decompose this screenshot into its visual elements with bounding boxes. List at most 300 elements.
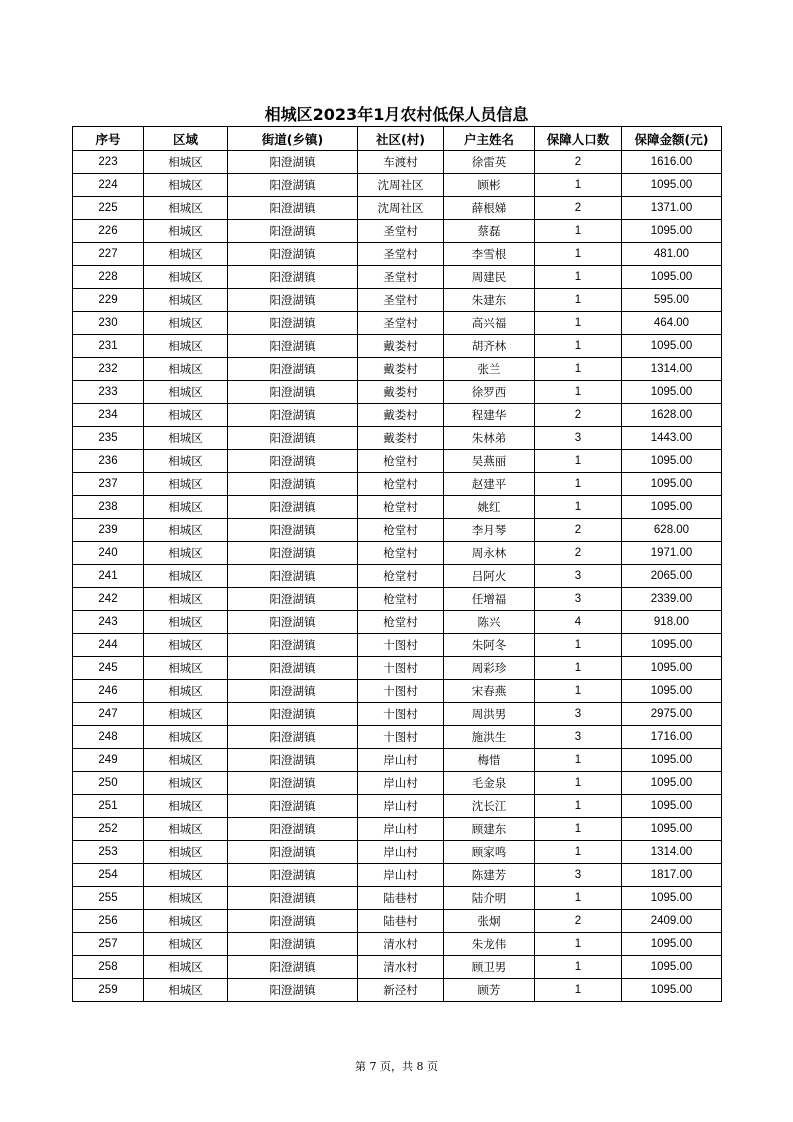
amount-cell: 1443.00 (622, 427, 722, 450)
district-cell: 相城区 (144, 795, 228, 818)
householder-cell: 周永林 (444, 542, 535, 565)
seq-cell: 228 (73, 266, 144, 289)
seq-cell: 245 (73, 657, 144, 680)
householder-cell: 高兴福 (444, 312, 535, 335)
district-cell: 相城区 (144, 450, 228, 473)
street-cell: 阳澄湖镇 (228, 335, 358, 358)
district-cell: 相城区 (144, 289, 228, 312)
seq-cell: 229 (73, 289, 144, 312)
people-count-cell: 1 (535, 887, 622, 910)
header-district: 区域 (144, 127, 228, 151)
amount-cell: 1095.00 (622, 749, 722, 772)
householder-cell: 徐雷英 (444, 151, 535, 174)
table-row (73, 358, 722, 381)
people-count-cell: 4 (535, 611, 622, 634)
householder-cell: 毛金泉 (444, 772, 535, 795)
street-cell: 阳澄湖镇 (228, 243, 358, 266)
street-cell: 阳澄湖镇 (228, 542, 358, 565)
householder-cell: 周彩珍 (444, 657, 535, 680)
people-count-cell: 1 (535, 657, 622, 680)
community-cell: 岸山村 (358, 841, 444, 864)
community-cell: 岸山村 (358, 749, 444, 772)
amount-cell: 2409.00 (622, 910, 722, 933)
householder-cell: 顾建东 (444, 818, 535, 841)
people-count-cell: 1 (535, 795, 622, 818)
table-row (73, 151, 722, 174)
householder-cell: 周建民 (444, 266, 535, 289)
street-cell: 阳澄湖镇 (228, 841, 358, 864)
amount-cell: 1095.00 (622, 174, 722, 197)
people-count-cell: 3 (535, 703, 622, 726)
district-cell: 相城区 (144, 266, 228, 289)
table-row (73, 312, 722, 335)
street-cell: 阳澄湖镇 (228, 887, 358, 910)
people-count-cell: 1 (535, 243, 622, 266)
amount-cell: 1095.00 (622, 220, 722, 243)
community-cell: 枪堂村 (358, 565, 444, 588)
community-cell: 戴娄村 (358, 427, 444, 450)
street-cell: 阳澄湖镇 (228, 151, 358, 174)
district-cell: 相城区 (144, 657, 228, 680)
page-footer: 第 7 页，共 8 页 (355, 1060, 438, 1073)
table-row (73, 818, 722, 841)
amount-cell: 628.00 (622, 519, 722, 542)
table-row (73, 496, 722, 519)
community-cell: 圣堂村 (358, 220, 444, 243)
seq-cell: 233 (73, 381, 144, 404)
community-cell: 圣堂村 (358, 312, 444, 335)
street-cell: 阳澄湖镇 (228, 174, 358, 197)
seq-cell: 251 (73, 795, 144, 818)
header-row (73, 127, 722, 151)
seq-cell: 253 (73, 841, 144, 864)
people-count-cell: 1 (535, 358, 622, 381)
householder-cell: 顾芳 (444, 979, 535, 1002)
street-cell: 阳澄湖镇 (228, 450, 358, 473)
people-count-cell: 1 (535, 841, 622, 864)
householder-cell: 顾家鸣 (444, 841, 535, 864)
householder-cell: 朱建东 (444, 289, 535, 312)
community-cell: 十图村 (358, 657, 444, 680)
district-cell: 相城区 (144, 841, 228, 864)
district-cell: 相城区 (144, 358, 228, 381)
people-count-cell: 3 (535, 864, 622, 887)
householder-cell: 陈建芳 (444, 864, 535, 887)
table-row (73, 519, 722, 542)
community-cell: 十图村 (358, 726, 444, 749)
street-cell: 阳澄湖镇 (228, 818, 358, 841)
seq-cell: 246 (73, 680, 144, 703)
people-count-cell: 3 (535, 726, 622, 749)
district-cell: 相城区 (144, 634, 228, 657)
street-cell: 阳澄湖镇 (228, 726, 358, 749)
seq-cell: 237 (73, 473, 144, 496)
district-cell: 相城区 (144, 404, 228, 427)
people-count-cell: 1 (535, 312, 622, 335)
table-row (73, 887, 722, 910)
community-cell: 岸山村 (358, 818, 444, 841)
district-cell: 相城区 (144, 542, 228, 565)
seq-cell: 224 (73, 174, 144, 197)
people-count-cell: 2 (535, 542, 622, 565)
people-count-cell: 2 (535, 910, 622, 933)
community-cell: 枪堂村 (358, 519, 444, 542)
street-cell: 阳澄湖镇 (228, 795, 358, 818)
street-cell: 阳澄湖镇 (228, 519, 358, 542)
street-cell: 阳澄湖镇 (228, 910, 358, 933)
community-cell: 枪堂村 (358, 611, 444, 634)
seq-cell: 239 (73, 519, 144, 542)
community-cell: 十图村 (358, 680, 444, 703)
people-count-cell: 2 (535, 151, 622, 174)
people-count-cell: 1 (535, 818, 622, 841)
amount-cell: 1095.00 (622, 772, 722, 795)
householder-cell: 朱林弟 (444, 427, 535, 450)
street-cell: 阳澄湖镇 (228, 749, 358, 772)
district-cell: 相城区 (144, 381, 228, 404)
district-cell: 相城区 (144, 588, 228, 611)
people-count-cell: 3 (535, 427, 622, 450)
amount-cell: 1095.00 (622, 496, 722, 519)
district-cell: 相城区 (144, 496, 228, 519)
header-householder: 户主姓名 (444, 127, 535, 151)
householder-cell: 李月琴 (444, 519, 535, 542)
street-cell: 阳澄湖镇 (228, 772, 358, 795)
district-cell: 相城区 (144, 864, 228, 887)
householder-cell: 宋春燕 (444, 680, 535, 703)
seq-cell: 231 (73, 335, 144, 358)
people-count-cell: 1 (535, 634, 622, 657)
street-cell: 阳澄湖镇 (228, 358, 358, 381)
seq-cell: 240 (73, 542, 144, 565)
table-row (73, 680, 722, 703)
seq-cell: 248 (73, 726, 144, 749)
people-count-cell: 1 (535, 266, 622, 289)
seq-cell: 249 (73, 749, 144, 772)
amount-cell: 1095.00 (622, 335, 722, 358)
seq-cell: 252 (73, 818, 144, 841)
community-cell: 圣堂村 (358, 266, 444, 289)
householder-cell: 顾彬 (444, 174, 535, 197)
community-cell: 十图村 (358, 634, 444, 657)
seq-cell: 232 (73, 358, 144, 381)
people-count-cell: 1 (535, 772, 622, 795)
street-cell: 阳澄湖镇 (228, 220, 358, 243)
householder-cell: 朱阿冬 (444, 634, 535, 657)
seq-cell: 247 (73, 703, 144, 726)
district-cell: 相城区 (144, 680, 228, 703)
district-cell: 相城区 (144, 519, 228, 542)
district-cell: 相城区 (144, 174, 228, 197)
street-cell: 阳澄湖镇 (228, 634, 358, 657)
district-cell: 相城区 (144, 473, 228, 496)
seq-cell: 259 (73, 979, 144, 1002)
people-count-cell: 1 (535, 496, 622, 519)
seq-cell: 238 (73, 496, 144, 519)
street-cell: 阳澄湖镇 (228, 496, 358, 519)
people-count-cell: 1 (535, 979, 622, 1002)
district-cell: 相城区 (144, 772, 228, 795)
amount-cell: 1971.00 (622, 542, 722, 565)
people-count-cell: 1 (535, 450, 622, 473)
amount-cell: 1095.00 (622, 381, 722, 404)
table-row (73, 588, 722, 611)
community-cell: 沈周社区 (358, 197, 444, 220)
street-cell: 阳澄湖镇 (228, 956, 358, 979)
householder-cell: 顾卫男 (444, 956, 535, 979)
table-row (73, 266, 722, 289)
table-row (73, 381, 722, 404)
seq-cell: 243 (73, 611, 144, 634)
seq-cell: 250 (73, 772, 144, 795)
street-cell: 阳澄湖镇 (228, 427, 358, 450)
householder-cell: 周洪男 (444, 703, 535, 726)
street-cell: 阳澄湖镇 (228, 933, 358, 956)
table-row (73, 841, 722, 864)
table-row (73, 864, 722, 887)
street-cell: 阳澄湖镇 (228, 680, 358, 703)
community-cell: 枪堂村 (358, 588, 444, 611)
table-row (73, 243, 722, 266)
district-cell: 相城区 (144, 818, 228, 841)
amount-cell: 1095.00 (622, 266, 722, 289)
people-count-cell: 1 (535, 174, 622, 197)
street-cell: 阳澄湖镇 (228, 703, 358, 726)
street-cell: 阳澄湖镇 (228, 381, 358, 404)
amount-cell: 1371.00 (622, 197, 722, 220)
amount-cell: 1817.00 (622, 864, 722, 887)
table-row (73, 933, 722, 956)
table-row (73, 289, 722, 312)
seq-cell: 242 (73, 588, 144, 611)
community-cell: 陆巷村 (358, 910, 444, 933)
seq-cell: 230 (73, 312, 144, 335)
district-cell: 相城区 (144, 887, 228, 910)
people-count-cell: 1 (535, 473, 622, 496)
recipients-table (72, 126, 722, 1002)
community-cell: 车渡村 (358, 151, 444, 174)
district-cell: 相城区 (144, 335, 228, 358)
amount-cell: 918.00 (622, 611, 722, 634)
community-cell: 戴娄村 (358, 404, 444, 427)
amount-cell: 1095.00 (622, 956, 722, 979)
district-cell: 相城区 (144, 565, 228, 588)
people-count-cell: 1 (535, 749, 622, 772)
table-row (73, 979, 722, 1002)
amount-cell: 1095.00 (622, 473, 722, 496)
householder-cell: 梅惜 (444, 749, 535, 772)
seq-cell: 234 (73, 404, 144, 427)
seq-cell: 235 (73, 427, 144, 450)
householder-cell: 沈长江 (444, 795, 535, 818)
amount-cell: 2339.00 (622, 588, 722, 611)
district-cell: 相城区 (144, 197, 228, 220)
street-cell: 阳澄湖镇 (228, 979, 358, 1002)
community-cell: 岸山村 (358, 795, 444, 818)
people-count-cell: 1 (535, 680, 622, 703)
header-amount: 保障金额(元) (622, 127, 722, 151)
seq-cell: 226 (73, 220, 144, 243)
community-cell: 陆巷村 (358, 887, 444, 910)
householder-cell: 徐罗西 (444, 381, 535, 404)
page-title: 相城区2023年1月农村低保人员信息 (264, 105, 529, 124)
amount-cell: 481.00 (622, 243, 722, 266)
amount-cell: 1716.00 (622, 726, 722, 749)
table-row (73, 910, 722, 933)
amount-cell: 464.00 (622, 312, 722, 335)
amount-cell: 1095.00 (622, 634, 722, 657)
district-cell: 相城区 (144, 933, 228, 956)
seq-cell: 241 (73, 565, 144, 588)
street-cell: 阳澄湖镇 (228, 312, 358, 335)
district-cell: 相城区 (144, 312, 228, 335)
district-cell: 相城区 (144, 910, 228, 933)
amount-cell: 1095.00 (622, 657, 722, 680)
header-community: 社区(村) (358, 127, 444, 151)
householder-cell: 张炯 (444, 910, 535, 933)
people-count-cell: 2 (535, 197, 622, 220)
district-cell: 相城区 (144, 427, 228, 450)
header-street: 街道(乡镇) (228, 127, 358, 151)
seq-cell: 244 (73, 634, 144, 657)
householder-cell: 吕阿火 (444, 565, 535, 588)
community-cell: 岸山村 (358, 864, 444, 887)
people-count-cell: 1 (535, 381, 622, 404)
community-cell: 枪堂村 (358, 496, 444, 519)
amount-cell: 2065.00 (622, 565, 722, 588)
amount-cell: 1095.00 (622, 933, 722, 956)
householder-cell: 蔡磊 (444, 220, 535, 243)
community-cell: 圣堂村 (358, 243, 444, 266)
seq-cell: 225 (73, 197, 144, 220)
community-cell: 岸山村 (358, 772, 444, 795)
seq-cell: 256 (73, 910, 144, 933)
street-cell: 阳澄湖镇 (228, 611, 358, 634)
table-row (73, 473, 722, 496)
table-row (73, 749, 722, 772)
householder-cell: 任增福 (444, 588, 535, 611)
householder-cell: 陈兴 (444, 611, 535, 634)
amount-cell: 1095.00 (622, 818, 722, 841)
street-cell: 阳澄湖镇 (228, 657, 358, 680)
householder-cell: 施洪生 (444, 726, 535, 749)
district-cell: 相城区 (144, 611, 228, 634)
community-cell: 清水村 (358, 933, 444, 956)
table-row (73, 542, 722, 565)
table-row (73, 404, 722, 427)
householder-cell: 姚红 (444, 496, 535, 519)
community-cell: 圣堂村 (358, 289, 444, 312)
community-cell: 戴娄村 (358, 381, 444, 404)
community-cell: 戴娄村 (358, 358, 444, 381)
people-count-cell: 1 (535, 220, 622, 243)
people-count-cell: 2 (535, 404, 622, 427)
householder-cell: 程建华 (444, 404, 535, 427)
people-count-cell: 3 (535, 565, 622, 588)
street-cell: 阳澄湖镇 (228, 266, 358, 289)
people-count-cell: 1 (535, 933, 622, 956)
amount-cell: 1095.00 (622, 887, 722, 910)
street-cell: 阳澄湖镇 (228, 565, 358, 588)
householder-cell: 张兰 (444, 358, 535, 381)
street-cell: 阳澄湖镇 (228, 864, 358, 887)
amount-cell: 2975.00 (622, 703, 722, 726)
table-row (73, 565, 722, 588)
seq-cell: 236 (73, 450, 144, 473)
table-row (73, 956, 722, 979)
table-row (73, 634, 722, 657)
table-row (73, 611, 722, 634)
street-cell: 阳澄湖镇 (228, 473, 358, 496)
amount-cell: 1628.00 (622, 404, 722, 427)
householder-cell: 李雪根 (444, 243, 535, 266)
table-row (73, 657, 722, 680)
seq-cell: 257 (73, 933, 144, 956)
community-cell: 沈周社区 (358, 174, 444, 197)
community-cell: 枪堂村 (358, 473, 444, 496)
table-row (73, 795, 722, 818)
amount-cell: 595.00 (622, 289, 722, 312)
amount-cell: 1095.00 (622, 680, 722, 703)
table-body (73, 151, 722, 1002)
seq-cell: 223 (73, 151, 144, 174)
table-row (73, 450, 722, 473)
people-count-cell: 1 (535, 289, 622, 312)
table-row (73, 703, 722, 726)
district-cell: 相城区 (144, 703, 228, 726)
householder-cell: 陆介明 (444, 887, 535, 910)
seq-cell: 227 (73, 243, 144, 266)
street-cell: 阳澄湖镇 (228, 289, 358, 312)
district-cell: 相城区 (144, 979, 228, 1002)
community-cell: 戴娄村 (358, 335, 444, 358)
table-row (73, 335, 722, 358)
table-row (73, 197, 722, 220)
householder-cell: 朱龙伟 (444, 933, 535, 956)
table-row (73, 772, 722, 795)
table-row (73, 726, 722, 749)
seq-cell: 255 (73, 887, 144, 910)
table-row (73, 220, 722, 243)
community-cell: 新泾村 (358, 979, 444, 1002)
community-cell: 十图村 (358, 703, 444, 726)
table-row (73, 427, 722, 450)
header-seq: 序号 (73, 127, 144, 151)
table-row (73, 174, 722, 197)
amount-cell: 1616.00 (622, 151, 722, 174)
people-count-cell: 1 (535, 335, 622, 358)
street-cell: 阳澄湖镇 (228, 197, 358, 220)
seq-cell: 258 (73, 956, 144, 979)
householder-cell: 吴燕丽 (444, 450, 535, 473)
amount-cell: 1095.00 (622, 795, 722, 818)
householder-cell: 胡齐林 (444, 335, 535, 358)
householder-cell: 赵建平 (444, 473, 535, 496)
amount-cell: 1095.00 (622, 979, 722, 1002)
seq-cell: 254 (73, 864, 144, 887)
district-cell: 相城区 (144, 726, 228, 749)
community-cell: 枪堂村 (358, 450, 444, 473)
street-cell: 阳澄湖镇 (228, 588, 358, 611)
district-cell: 相城区 (144, 220, 228, 243)
community-cell: 清水村 (358, 956, 444, 979)
householder-cell: 薛根娣 (444, 197, 535, 220)
street-cell: 阳澄湖镇 (228, 404, 358, 427)
district-cell: 相城区 (144, 151, 228, 174)
header-people-count: 保障人口数 (535, 127, 622, 151)
people-count-cell: 2 (535, 519, 622, 542)
district-cell: 相城区 (144, 243, 228, 266)
